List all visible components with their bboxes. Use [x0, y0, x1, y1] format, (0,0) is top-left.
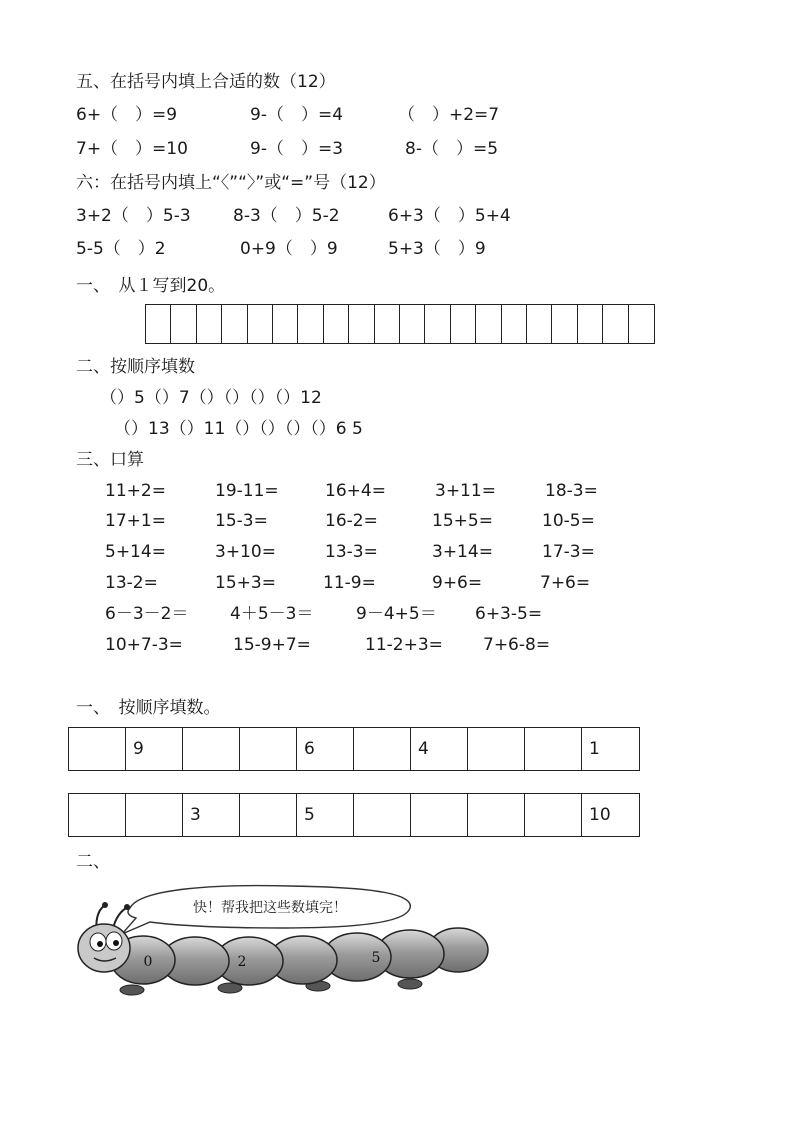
sequence-cell	[468, 794, 525, 836]
sequence-cell: 1	[589, 739, 600, 759]
math-problem: 15+3=	[215, 573, 276, 593]
math-problem: 3+14=	[432, 542, 493, 562]
math-problem: 3+11=	[435, 481, 496, 501]
section-order-boxes-title: 一、 按顺序填数。	[76, 698, 221, 718]
segment-number: 0	[143, 954, 153, 970]
sequence-box-row-1	[68, 727, 640, 771]
compare-item: 8-3（ ）5-2	[233, 206, 340, 226]
compare-item: 6+3（ ）5+4	[388, 206, 511, 226]
sequence-cell	[126, 794, 183, 836]
math-problem: 7+6=	[540, 573, 591, 593]
section-5-title: 五、在括号内填上合适的数（12）	[76, 72, 336, 92]
sequence-cell: 4	[411, 728, 468, 770]
compare-item: 5-5（ ）2	[76, 239, 166, 259]
fill-blank-item: 7+（ ）=10	[76, 139, 188, 159]
math-problem: 19-11=	[215, 481, 279, 501]
write-numbers-grid	[145, 304, 655, 344]
sequence-cell	[240, 794, 297, 836]
sequence-cell	[525, 794, 582, 836]
math-problem: 7+6-8=	[483, 635, 551, 655]
math-problem: 5+14=	[105, 542, 166, 562]
math-problem: 13-2=	[105, 573, 158, 593]
sequence-cell	[69, 794, 126, 836]
math-problem: 11+2=	[105, 481, 166, 501]
math-problem: 4＋5－3＝	[230, 604, 314, 624]
math-problem: 10+7-3=	[105, 635, 183, 655]
sequence-cell	[411, 794, 468, 836]
math-problem: 3+10=	[215, 542, 276, 562]
segment-number: 2	[237, 954, 247, 970]
math-problem: 15-3=	[215, 511, 268, 531]
sequence-box-row-2	[68, 793, 640, 837]
sequence-cell	[69, 728, 126, 770]
section-sequence-title: 二、按顺序填数	[76, 357, 195, 377]
speech-text: 快！帮我把这些数填完！	[193, 900, 347, 916]
math-problem: 16+4=	[325, 481, 386, 501]
compare-item: 3+2（ ）5-3	[76, 206, 191, 226]
math-problem: 9+6=	[432, 573, 483, 593]
sequence-cell: 5	[297, 794, 354, 836]
math-problem: 10-5=	[542, 511, 595, 531]
fill-blank-item: 9-（ ）=4	[250, 105, 344, 125]
sequence-cell	[183, 728, 240, 770]
section-caterpillar-title: 二、	[76, 852, 110, 872]
math-problem: 16-2=	[325, 511, 378, 531]
fill-blank-item: 6+（ ）=9	[76, 105, 178, 125]
fill-blank-item: 8-（ ）=5	[405, 139, 499, 159]
sequence-line: （）13（）11（）（）（）（）6 5	[114, 419, 363, 439]
sequence-cell: 10	[589, 805, 611, 825]
math-problem: 18-3=	[545, 481, 598, 501]
math-problem: 15+5=	[432, 511, 493, 531]
sequence-cell	[468, 728, 525, 770]
math-problem: 17+1=	[105, 511, 166, 531]
sequence-cell: 9	[126, 728, 183, 770]
fill-blank-item: （ ）+2=7	[398, 105, 500, 125]
sequence-line: （）5（）7（）（）（）（）12	[100, 388, 322, 408]
section-6-title: 六：在括号内填上“〈”“〉”或“=”号（12）	[76, 173, 386, 193]
caterpillar-illustration	[70, 878, 500, 1003]
math-problem: 11-2+3=	[365, 635, 443, 655]
math-problem: 11-9=	[323, 573, 376, 593]
section-mental-math-title: 三、口算	[76, 450, 144, 470]
math-problem: 6－3－2＝	[105, 604, 189, 624]
compare-item: 0+9（ ）9	[240, 239, 338, 259]
sequence-cell	[354, 728, 411, 770]
math-problem: 17-3=	[542, 542, 595, 562]
sequence-cell: 6	[297, 728, 354, 770]
section-write-1-to-20-title: 一、 从１写到20。	[76, 276, 226, 296]
math-problem: 15-9+7=	[233, 635, 311, 655]
sequence-cell	[354, 794, 411, 836]
sequence-cell	[240, 728, 297, 770]
sequence-cell	[525, 728, 582, 770]
sequence-cell: 3	[183, 794, 240, 836]
segment-number: 5	[371, 950, 381, 966]
compare-item: 5+3（ ）9	[388, 239, 486, 259]
math-problem: 9－4+5＝	[356, 604, 437, 624]
fill-blank-item: 9-（ ）=3	[250, 139, 344, 159]
math-problem: 6+3-5=	[475, 604, 543, 624]
math-problem: 13-3=	[325, 542, 378, 562]
